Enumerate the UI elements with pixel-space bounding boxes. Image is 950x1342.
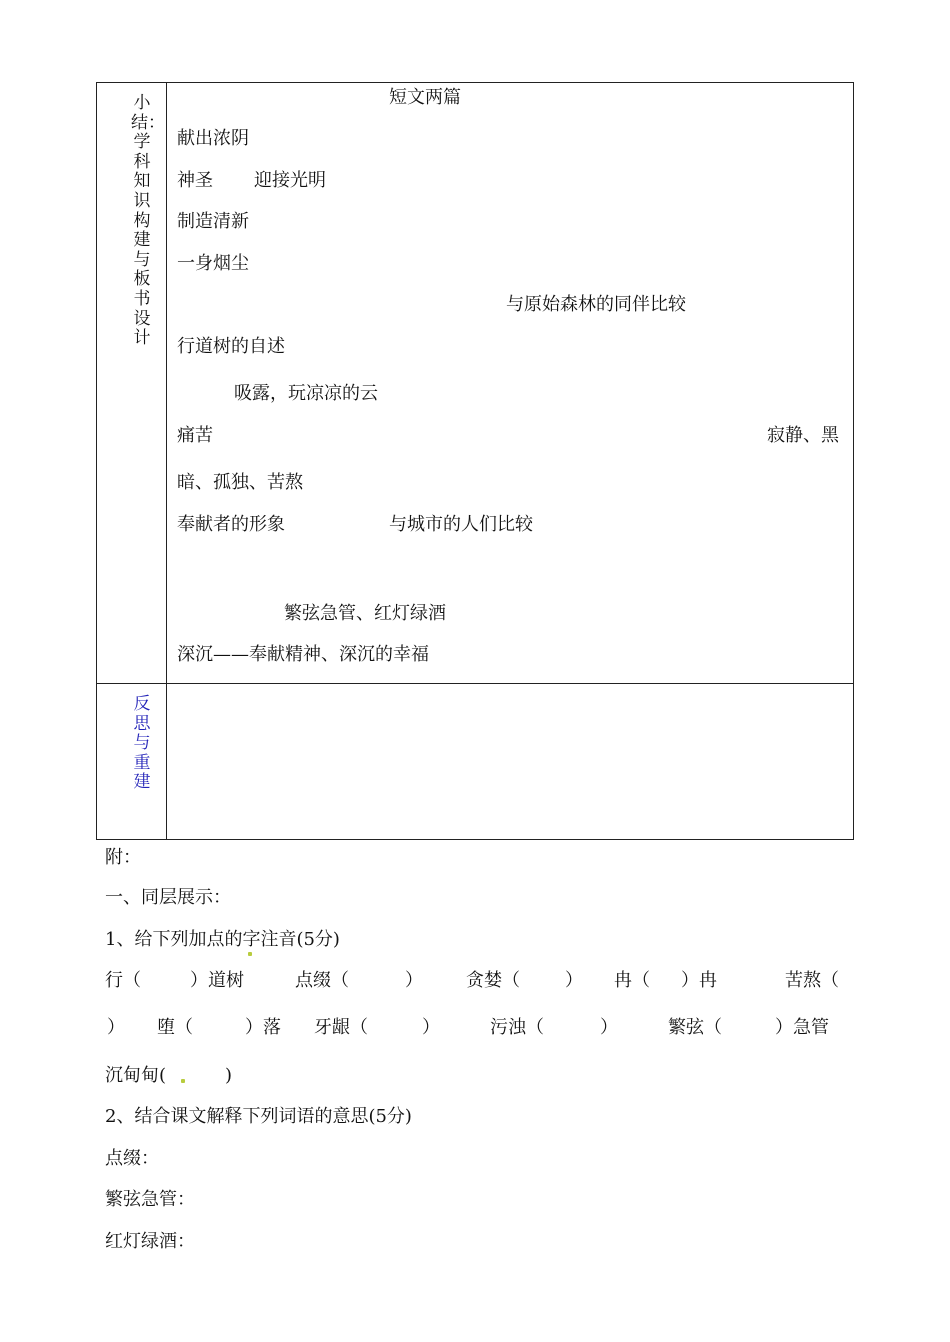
pinyin-item: 贪婪（	[466, 970, 520, 991]
board-line: 制造清新	[177, 211, 249, 232]
term-item: 点缀：	[105, 1148, 159, 1169]
pinyin-item: ）急管	[775, 1017, 829, 1038]
appendix-label: 附：	[105, 847, 141, 868]
pinyin-item: 堕（	[157, 1017, 193, 1038]
pinyin-item: ）冉	[681, 970, 717, 991]
pinyin-item: ）	[107, 1017, 125, 1038]
board-line: 献出浓阴	[177, 128, 249, 149]
pinyin-item: ）	[565, 970, 583, 991]
board-line: 与原始森林的同伴比较	[506, 294, 686, 315]
lesson-table	[96, 82, 854, 840]
board-line: 吸露，玩凉凉的云	[234, 383, 378, 404]
reflection-label: 反思与重建	[133, 694, 151, 793]
pinyin-item: ）	[405, 970, 423, 991]
board-line: 痛苦	[177, 425, 213, 446]
board-line: 深沉——奉献精神、深沉的幸福	[177, 644, 429, 665]
table-column-divider	[166, 82, 167, 840]
pinyin-item: ）道树	[190, 970, 244, 991]
board-line: 神圣	[177, 170, 213, 191]
pinyin-item: 污浊（	[490, 1017, 544, 1038]
board-line: 奉献者的形象	[177, 514, 285, 535]
question-1: 1、给下列加点的字注音(5分)	[105, 929, 340, 950]
pinyin-item: ）	[600, 1017, 618, 1038]
board-line: 繁弦急管、红灯绿酒	[284, 603, 446, 624]
pinyin-item: 沉甸甸(	[105, 1065, 167, 1086]
board-title: 短文两篇	[389, 87, 461, 108]
section-heading: 一、同层展示：	[105, 887, 231, 908]
table-border-top	[96, 82, 854, 83]
board-line: 一身烟尘	[177, 253, 249, 274]
board-line: 行道树的自述	[177, 336, 285, 357]
board-line: 寂静、黑	[767, 425, 839, 446]
board-line: 迎接光明	[254, 170, 326, 191]
board-line: 与城市的人们比较	[389, 514, 533, 535]
table-border-left	[96, 82, 97, 840]
term-item: 红灯绿酒：	[105, 1231, 195, 1252]
table-border-right	[853, 82, 854, 840]
pinyin-item: )	[225, 1065, 233, 1086]
term-item: 繁弦急管：	[105, 1189, 195, 1210]
pinyin-item: 行（	[105, 970, 141, 991]
emphasis-dot	[181, 1079, 185, 1083]
board-line: 暗、孤独、苦熬	[177, 472, 303, 493]
pinyin-item: ）落	[245, 1017, 281, 1038]
summary-label: 小结：学科知识构建与板书设计	[131, 93, 165, 349]
table-border-bottom	[96, 839, 854, 840]
pinyin-item: ）	[422, 1017, 440, 1038]
emphasis-dot	[248, 952, 252, 956]
pinyin-item: 点缀（	[295, 970, 349, 991]
pinyin-item: 苦熬（	[785, 970, 839, 991]
question-2: 2、结合课文解释下列词语的意思(5分)	[105, 1106, 412, 1127]
table-row-divider	[96, 683, 854, 684]
pinyin-item: 繁弦（	[668, 1017, 722, 1038]
pinyin-item: 冉（	[614, 970, 650, 991]
pinyin-item: 牙龈（	[314, 1017, 368, 1038]
